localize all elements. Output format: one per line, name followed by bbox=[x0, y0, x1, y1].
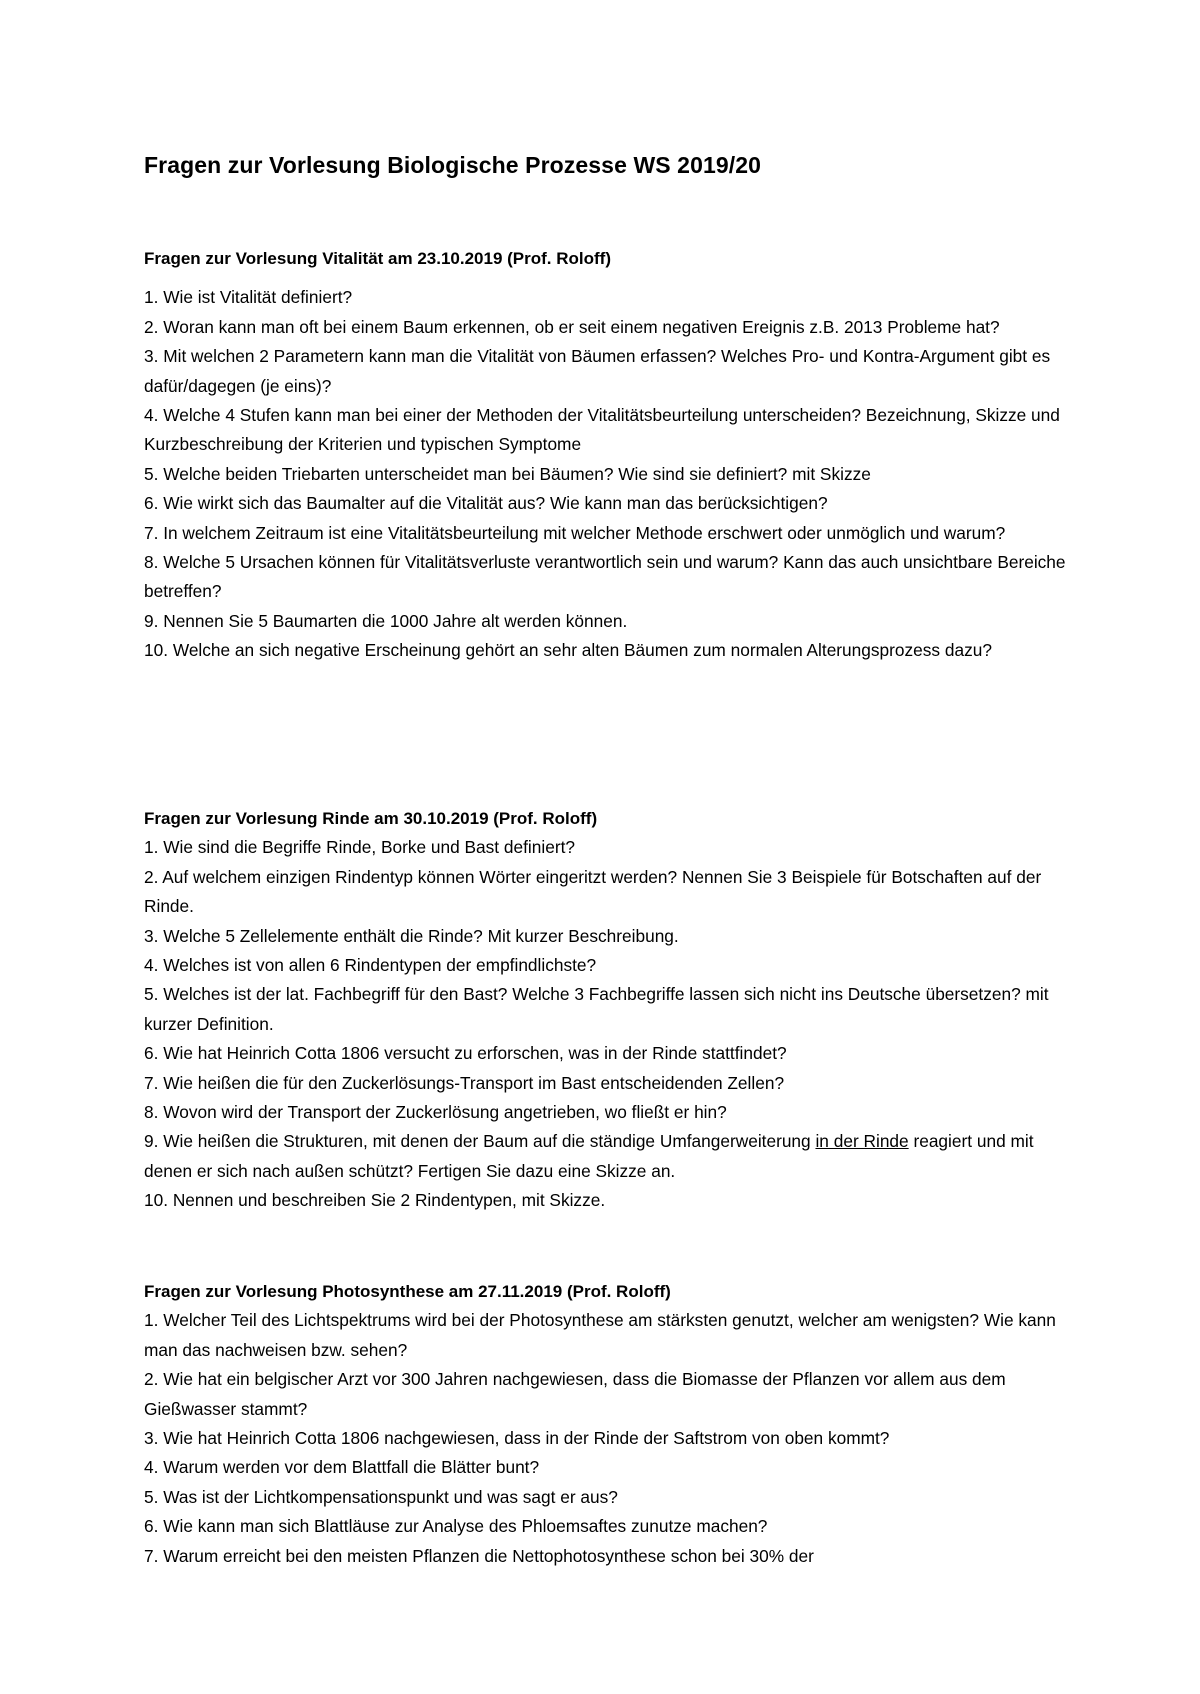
question-list bbox=[144, 833, 1074, 1215]
question-item: 6. Wie kann man sich Blattläuse zur Analyse des Phloemsaftes zunutze machen? bbox=[144, 1516, 768, 1537]
question-item: 5. Welche beiden Triebarten unterscheidet man bei Bäumen? Wie sind sie definiert? mit Skizze bbox=[144, 463, 871, 484]
question-item: 1. Welcher Teil des Lichtspektrums wird bei der Photosynthese am stärksten genutzt, welcher am wenigsten? Wie kann man das nachweisen bzw. sehen? bbox=[144, 1310, 1056, 1360]
question-item: 8. Wovon wird der Transport der Zuckerlösung angetrieben, wo fließt er hin? bbox=[144, 1102, 727, 1123]
question-item: 7. Warum erreicht bei den meisten Pflanzen die Nettophotosynthese schon bei 30% der bbox=[144, 1545, 814, 1566]
question-text: 9. Wie heißen die Strukturen, mit denen der Baum auf die ständige Umfangerweiterung bbox=[144, 1131, 816, 1152]
question-item: 5. Was ist der Lichtkompensationspunkt und was sagt er aus? bbox=[144, 1486, 618, 1507]
question-item: 3. Mit welchen 2 Parametern kann man die Vitalität von Bäumen erfassen? Welches Pro- und Kontra-Argument gibt es dafür/dagegen (je eins)? bbox=[144, 346, 1051, 396]
question-item: 4. Welche 4 Stufen kann man bei einer der Methoden der Vitalitätsbeurteilung unterscheiden? Bezeichnung, Skizze und Kurzbeschreibung der Kriterien und typischen Symptome bbox=[144, 405, 1060, 455]
question-item: 6. Wie wirkt sich das Baumalter auf die Vitalität aus? Wie kann man das berücksichtigen? bbox=[144, 493, 828, 514]
question-item: 2. Wie hat ein belgischer Arzt vor 300 Jahren nachgewiesen, dass die Biomasse der Pflanzen vor allem aus dem Gießwasser stammt? bbox=[144, 1369, 1006, 1419]
question-item: 8. Welche 5 Ursachen können für Vitalitätsverluste verantwortlich sein und warum? Kann das auch unsichtbare Bereiche betreffen? bbox=[144, 552, 1066, 602]
question-item: 3. Wie hat Heinrich Cotta 1806 nachgewiesen, dass in der Rinde der Saftstrom von oben kommt? bbox=[144, 1428, 890, 1449]
question-list bbox=[144, 1306, 1074, 1571]
question-item: 1. Wie ist Vitalität definiert? bbox=[144, 287, 353, 308]
question-item: 4. Welches ist von allen 6 Rindentypen der empfindlichste? bbox=[144, 955, 597, 976]
question-item: 7. Wie heißen die für den Zuckerlösungs-Transport im Bast entscheidenden Zellen? bbox=[144, 1072, 785, 1093]
question-item: 10. Nennen und beschreiben Sie 2 Rindentypen, mit Skizze. bbox=[144, 1190, 606, 1211]
section-heading: Fragen zur Vorlesung Photosynthese am 27.11.2019 (Prof. Roloff) bbox=[144, 1282, 671, 1301]
question-item: 3. Welche 5 Zellelemente enthält die Rinde? Mit kurzer Beschreibung. bbox=[144, 925, 679, 946]
question-item: 2. Woran kann man oft bei einem Baum erkennen, ob er seit einem negativen Ereignis z.B. 2013 Probleme hat? bbox=[144, 316, 1000, 337]
section-photosynthese bbox=[144, 1277, 1074, 1571]
section-heading: Fragen zur Vorlesung Rinde am 30.10.2019 (Prof. Roloff) bbox=[144, 809, 598, 828]
section-heading: Fragen zur Vorlesung Vitalität am 23.10.2019 (Prof. Roloff) bbox=[144, 249, 611, 268]
question-text: reagiert und mit denen er sich nach außen schützt? Fertigen Sie dazu eine Skizze an. bbox=[144, 1131, 1034, 1181]
section-rinde bbox=[144, 804, 1074, 1216]
question-item: 4. Warum werden vor dem Blattfall die Blätter bunt? bbox=[144, 1457, 540, 1478]
question-item: 10. Welche an sich negative Erscheinung gehört an sehr alten Bäumen zum normalen Alterungsprozess dazu? bbox=[144, 640, 992, 661]
question-item: 7. In welchem Zeitraum ist eine Vitalitätsbeurteilung mit welcher Methode erschwert oder unmöglich und warum? bbox=[144, 522, 1006, 543]
question-item: 5. Welches ist der lat. Fachbegriff für den Bast? Welche 3 Fachbegriffe lassen sich nicht ins Deutsche übersetzen? mit kurzer Definition. bbox=[144, 984, 1049, 1034]
question-list bbox=[144, 283, 1074, 665]
question-item: 6. Wie hat Heinrich Cotta 1806 versucht zu erforschen, was in der Rinde stattfindet? bbox=[144, 1043, 787, 1064]
question-item: 1. Wie sind die Begriffe Rinde, Borke und Bast definiert? bbox=[144, 837, 575, 858]
underlined-phrase: in der Rinde bbox=[815, 1131, 909, 1152]
document-title: Fragen zur Vorlesung Biologische Prozesse WS 2019/20 bbox=[144, 152, 762, 178]
question-item bbox=[144, 1127, 1074, 1186]
question-item: 2. Auf welchem einzigen Rindentyp können Wörter eingeritzt werden? Nennen Sie 3 Beispiele für Botschaften auf der Rinde. bbox=[144, 866, 1042, 917]
question-item: 9. Nennen Sie 5 Baumarten die 1000 Jahre alt werden können. bbox=[144, 610, 628, 631]
section-vitalitaet bbox=[144, 244, 1074, 666]
